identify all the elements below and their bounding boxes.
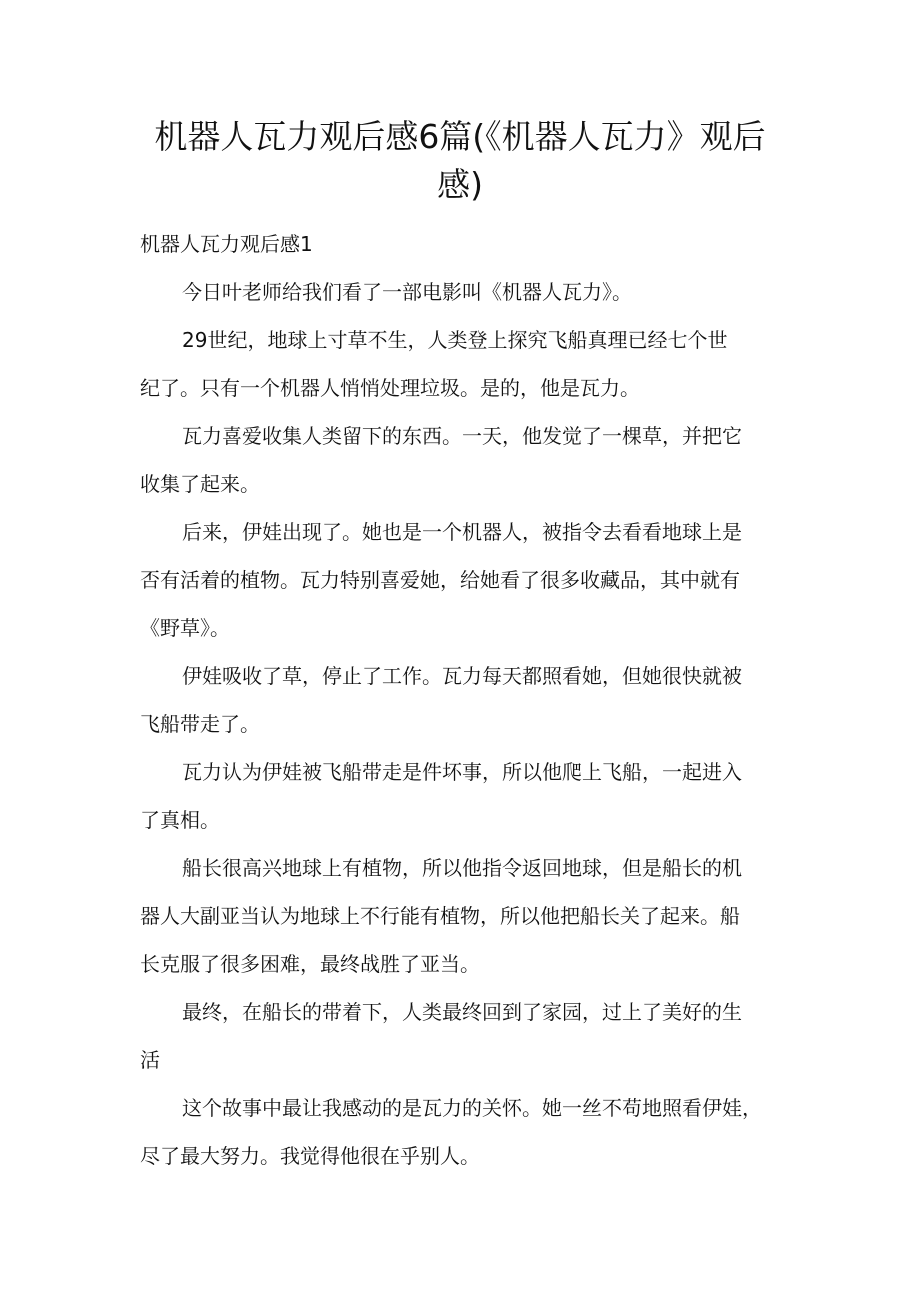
document-body: [140, 220, 800, 1180]
paragraph-line: 器人大副亚当认为地球上不行能有植物，所以他把船长关了起来。船: [140, 904, 740, 928]
title-line: 感): [437, 165, 483, 204]
paragraph: [140, 844, 800, 988]
title-line: 机器人瓦力观后感6篇(《机器人瓦力》观后: [154, 117, 766, 156]
paragraph-line: 尽了最大努力。我觉得他很在乎别人。: [140, 1144, 480, 1168]
paragraph-line: 否有活着的植物。瓦力特别喜爱她，给她看了很多收藏品，其中就有: [140, 568, 740, 592]
paragraph-line: 收集了起来。: [140, 472, 260, 496]
paragraph: [140, 748, 800, 844]
section-heading: 机器人瓦力观后感1: [140, 232, 313, 256]
paragraph-line: 船长很高兴地球上有植物，所以他指令返回地球，但是船长的机: [182, 856, 742, 880]
paragraph: [140, 652, 800, 748]
paragraph: [140, 316, 800, 412]
document-title: [120, 113, 800, 209]
paragraph-line: 今日叶老师给我们看了一部电影叫《机器人瓦力》。: [182, 280, 632, 304]
paragraph-line: 29世纪，地球上寸草不生，人类登上探究飞船真理已经七个世: [182, 328, 728, 352]
paragraph-line: 瓦力喜爱收集人类留下的东西。一天，他发觉了一棵草，并把它: [182, 424, 742, 448]
paragraph-line: 伊娃吸收了草，停止了工作。瓦力每天都照看她，但她很快就被: [182, 664, 742, 688]
paragraph-line: 后来，伊娃出现了。她也是一个机器人，被指令去看看地球上是: [182, 520, 742, 544]
paragraph: [140, 508, 800, 652]
paragraph-line: 了真相。: [140, 808, 220, 832]
paragraph-line: 飞船带走了。: [140, 712, 260, 736]
paragraph-line: 瓦力认为伊娃被飞船带走是件坏事，所以他爬上飞船，一起进入: [182, 760, 742, 784]
paragraph-line: 活: [140, 1048, 160, 1072]
paragraph: [140, 1084, 800, 1180]
paragraph-line: 这个故事中最让我感动的是瓦力的关怀。她一丝不苟地照看伊娃，: [182, 1096, 762, 1120]
paragraph: [140, 412, 800, 508]
paragraph: [140, 268, 800, 316]
paragraph-line: 《野草》。: [140, 616, 230, 640]
paragraph-line: 最终，在船长的带着下，人类最终回到了家园，过上了美好的生: [182, 1000, 742, 1024]
paragraph-line: 纪了。只有一个机器人悄悄处理垃圾。是的，他是瓦力。: [140, 376, 640, 400]
paragraph-line: 长克服了很多困难，最终战胜了亚当。: [140, 952, 480, 976]
paragraph: [140, 988, 800, 1084]
